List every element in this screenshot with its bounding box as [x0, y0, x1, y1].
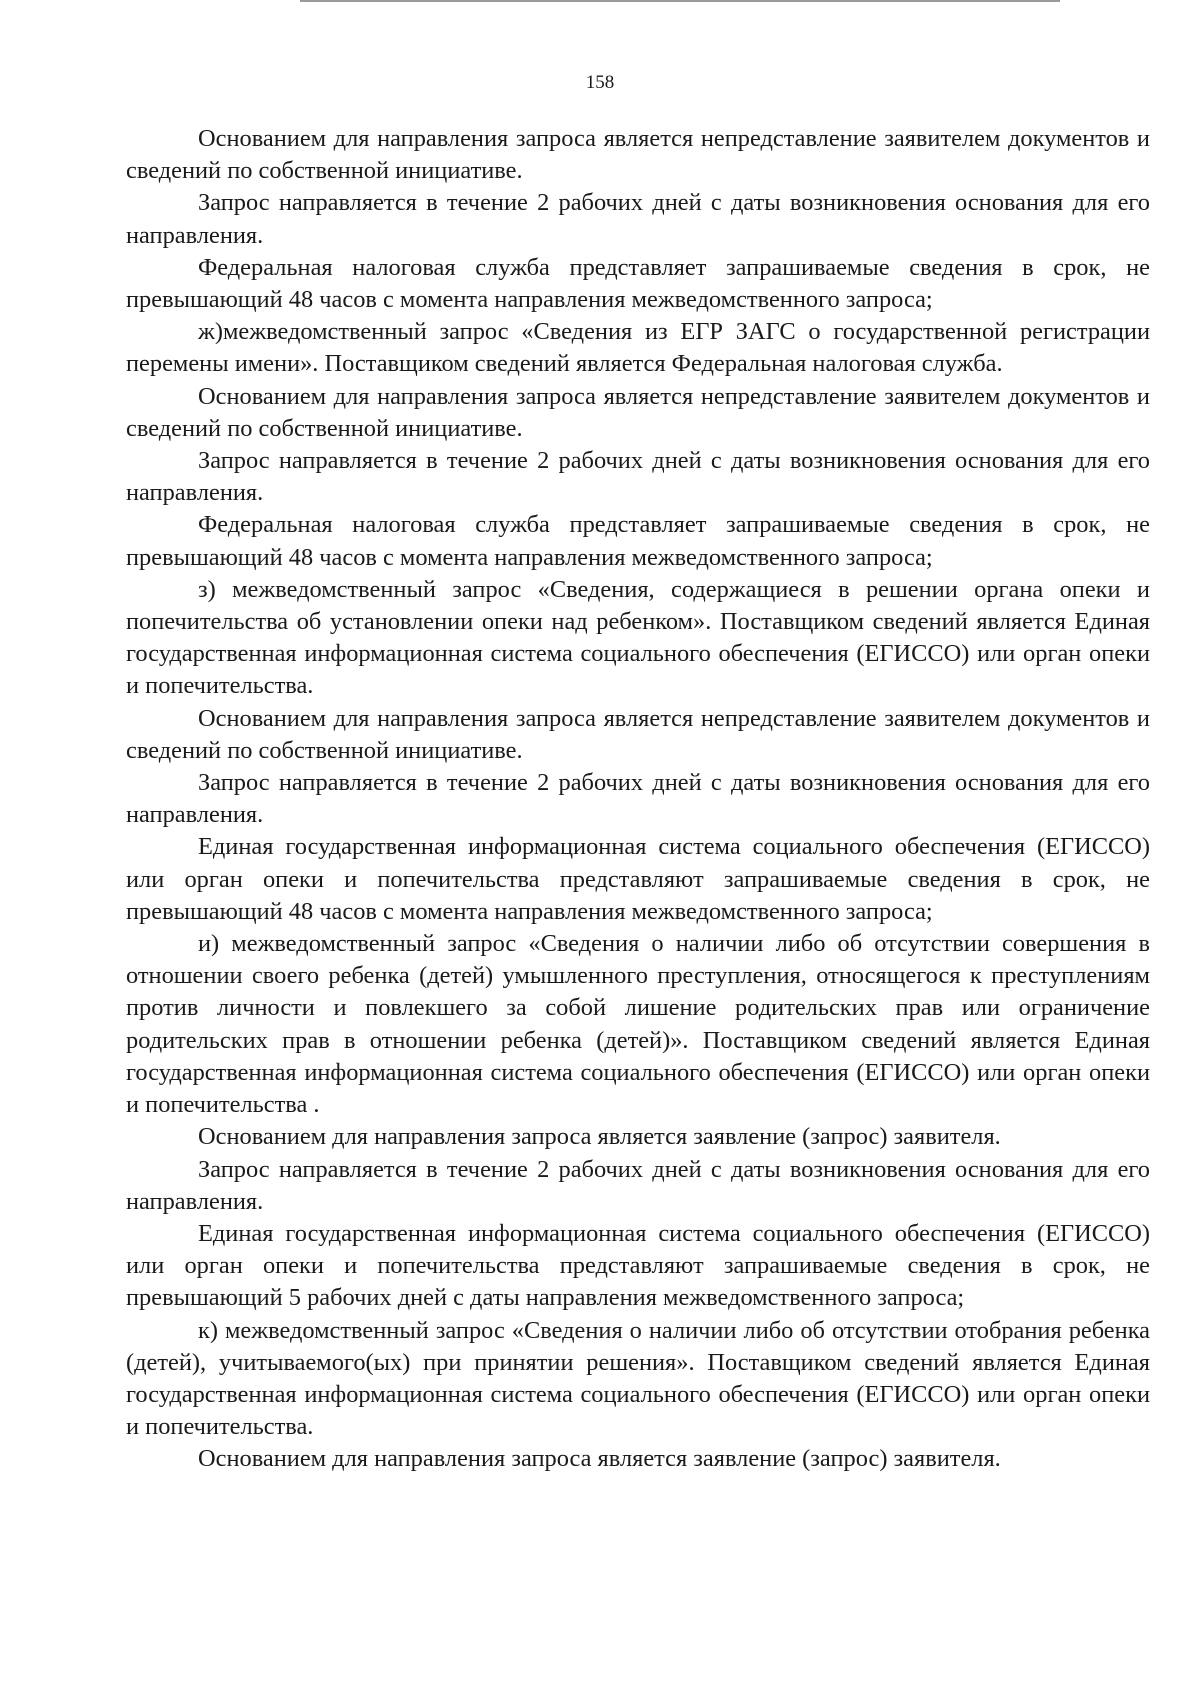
paragraph: и) межведомственный запрос «Сведения о наличии либо об отсутствии совершения в отношении своего ребенка (детей) умышленного преступления, относящегося к преступлениям против личности и повлекшего за собой лишение родительских прав или ограничение родительских прав в отношении ребенка (детей)». Поставщиком сведений является Единая государственная информационная система социального обеспечения (ЕГИССО) или орган опеки и попечительства . — [126, 930, 1150, 1119]
paragraph: Основанием для направления запроса является заявление (запрос) заявителя. — [198, 1123, 1001, 1151]
paragraph: з) межведомственный запрос «Сведения, содержащиеся в решении органа опеки и попечительства об установлении опеки над ребенком». Поставщиком сведений является Единая государственная информационная система социального обеспечения (ЕГИССО) или орган опеки и попечительства. — [126, 575, 1150, 700]
paragraph: Запрос направляется в течение 2 рабочих дней с даты возникновения основания для его направления. — [126, 447, 1150, 507]
document-body — [126, 123, 1150, 1476]
top-scan-rule — [300, 0, 1060, 2]
paragraph: Единая государственная информационная система социального обеспечения (ЕГИССО) или орган опеки и попечительства представляют запрашиваемые сведения в срок, не превышающий 5 рабочих дней с даты направления межведомственного запроса; — [126, 1219, 1150, 1312]
paragraph: Запрос направляется в течение 2 рабочих дней с даты возникновения основания для его направления. — [126, 769, 1150, 829]
paragraph: Федеральная налоговая служба представляет запрашиваемые сведения в срок, не превышающий 48 часов с момента направления межведомственного запроса; — [126, 253, 1150, 314]
paragraph: Запрос направляется в течение 2 рабочих дней с даты возникновения основания для его направления. — [126, 1155, 1150, 1215]
paragraph: Основанием для направления запроса является непредставление заявителем документов и сведений по собственной инициативе. — [126, 704, 1150, 764]
page-number: 158 — [585, 72, 615, 93]
paragraph: Федеральная налоговая служба представляет запрашиваемые сведения в срок, не превышающий 48 часов с момента направления межведомственного запроса; — [126, 511, 1150, 571]
paragraph: Основанием для направления запроса является непредставление заявителем документов и сведений по собственной инициативе. — [126, 125, 1150, 185]
paragraph: к) межведомственный запрос «Сведения о наличии либо об отсутствии отобрания ребенка (детей), учитываемого(ых) при принятии решения». Поставщиком сведений является Единая государственная информационная система социального обеспечения (ЕГИССО) или орган опеки и попечительства. — [126, 1316, 1150, 1441]
paragraph: Запрос направляется в течение 2 рабочих дней с даты возникновения основания для его направления. — [126, 189, 1150, 249]
paragraph: Основанием для направления запроса является заявление (запрос) заявителя. — [198, 1445, 1001, 1473]
paragraph: Основанием для направления запроса является непредставление заявителем документов и сведений по собственной инициативе. — [126, 382, 1150, 442]
paragraph: ж)межведомственный запрос «Сведения из ЕГР ЗАГС о государственной регистрации перемены имени». Поставщиком сведений является Федеральная налоговая служба. — [126, 318, 1150, 378]
paragraph: Единая государственная информационная система социального обеспечения (ЕГИССО) или орган опеки и попечительства представляют запрашиваемые сведения в срок, не превышающий 48 часов с момента направления межведомственного запроса; — [126, 833, 1150, 925]
